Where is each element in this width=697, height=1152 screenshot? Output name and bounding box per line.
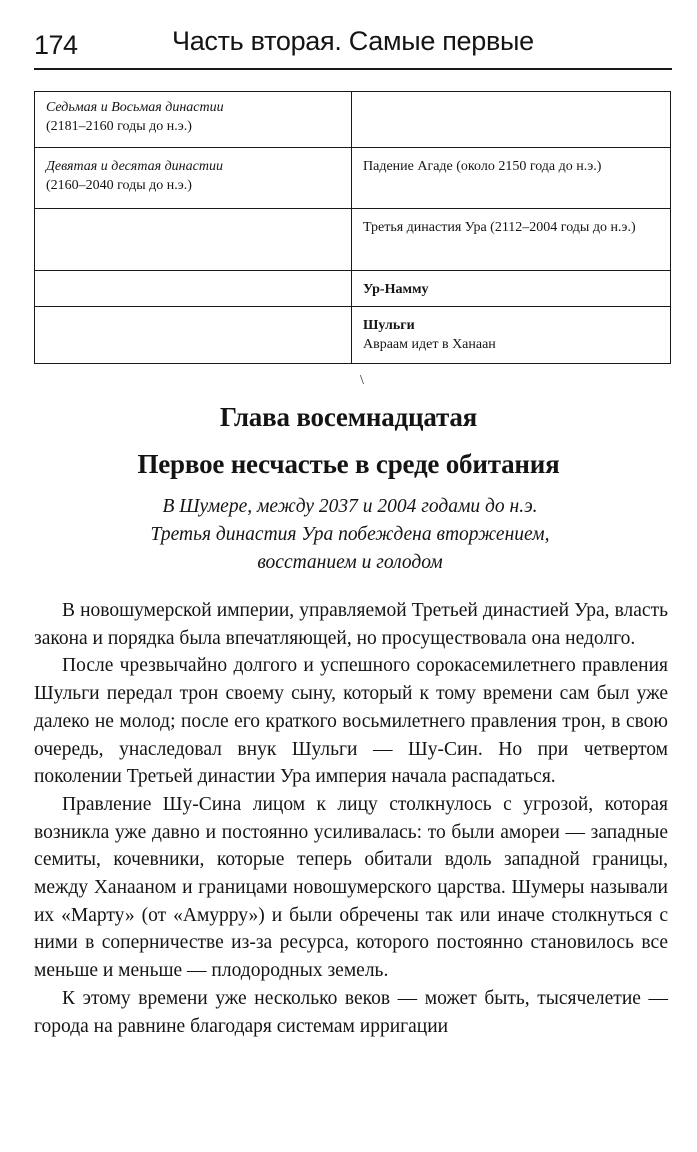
event-text: Авраам идет в Ханаан [363, 337, 496, 352]
running-title: Часть вторая. Самые первые [172, 26, 534, 56]
dynasty-dates: (2181–2160 годы до н.э.) [46, 119, 192, 134]
stray-mark: \ [360, 373, 364, 388]
chapter-label: Глава восемнадцатая [219, 402, 478, 432]
chronology-table [34, 91, 671, 364]
table-row [35, 271, 671, 307]
running-header [34, 22, 670, 62]
epigraph-line: В Шумере, между 2037 и 2004 годами до н.э. [162, 496, 538, 517]
paragraph: После чрезвычайно долгого и успешного сорокасемилетнего правления Шульги передал трон своему сыну, который к тому времени сам был уже далеко не молод; после его краткого восьмилетнего правления трон, в свою очередь, унаследовал внук Шульги — Шу-Син. Но при четвертом поколении Третьей династии Ура империя начала распадаться. [34, 655, 668, 788]
header-rule [34, 68, 672, 70]
paragraph: В новошумерской империи, управляемой Третьей династией Ура, власть закона и порядка была впечатляющей, но просуществовала она недолго. [34, 600, 668, 649]
dynasty-name: Седьмая и Восьмая династии [46, 100, 224, 115]
table-row [35, 307, 671, 364]
epigraph-line: восстанием и голодом [257, 552, 443, 573]
body-text [34, 597, 668, 1040]
table-cell-right [352, 148, 671, 209]
table-cell-left [35, 209, 352, 271]
paragraph: Правление Шу-Сина лицом к лицу столкнулось с угрозой, которая возникла уже давно и постоянно усиливалась: то были амореи — западные семиты, кочевники, которые теперь обитали вдоль западной границы, между Ханааном и границами новошумерского царства. Шумеры называли их «Марту» (от «Амурру») и были обречены так или иначе столкнуться с ними в соперничестве из-за ресурса, которого постоянно становилось все меньше и меньше — плодородных земель. [34, 793, 668, 982]
table-row [35, 92, 671, 148]
event-text: Падение Агаде (около 2150 года до н.э.) [363, 159, 602, 174]
ruler-name: Ур-Намму [363, 282, 429, 297]
table-cell-left [35, 271, 352, 307]
table-cell-right [352, 209, 671, 271]
table-cell-left [35, 307, 352, 364]
table-cell-right [352, 307, 671, 364]
table-cell-left [35, 92, 352, 148]
dynasty-name: Девятая и десятая династии [46, 159, 223, 174]
table-cell-left [35, 148, 352, 209]
table-cell-right [352, 271, 671, 307]
chapter-epigraph [60, 493, 640, 577]
ruler-name: Шульги [363, 318, 415, 333]
paragraph: К этому времени уже несколько веков — может быть, тысячелетие — города на равнине благодаря системам ирригации [34, 987, 668, 1037]
epigraph-line: Третья династия Ура побеждена вторжением, [150, 524, 550, 545]
page-number: 174 [34, 30, 78, 60]
table-row [35, 209, 671, 271]
table-row [35, 148, 671, 209]
event-text: Третья династия Ура (2112–2004 годы до н.э.) [363, 220, 636, 235]
chapter-title: Первое несчастье в среде обитания [137, 449, 560, 479]
table-cell-right [352, 92, 671, 148]
dynasty-dates: (2160–2040 годы до н.э.) [46, 178, 192, 193]
